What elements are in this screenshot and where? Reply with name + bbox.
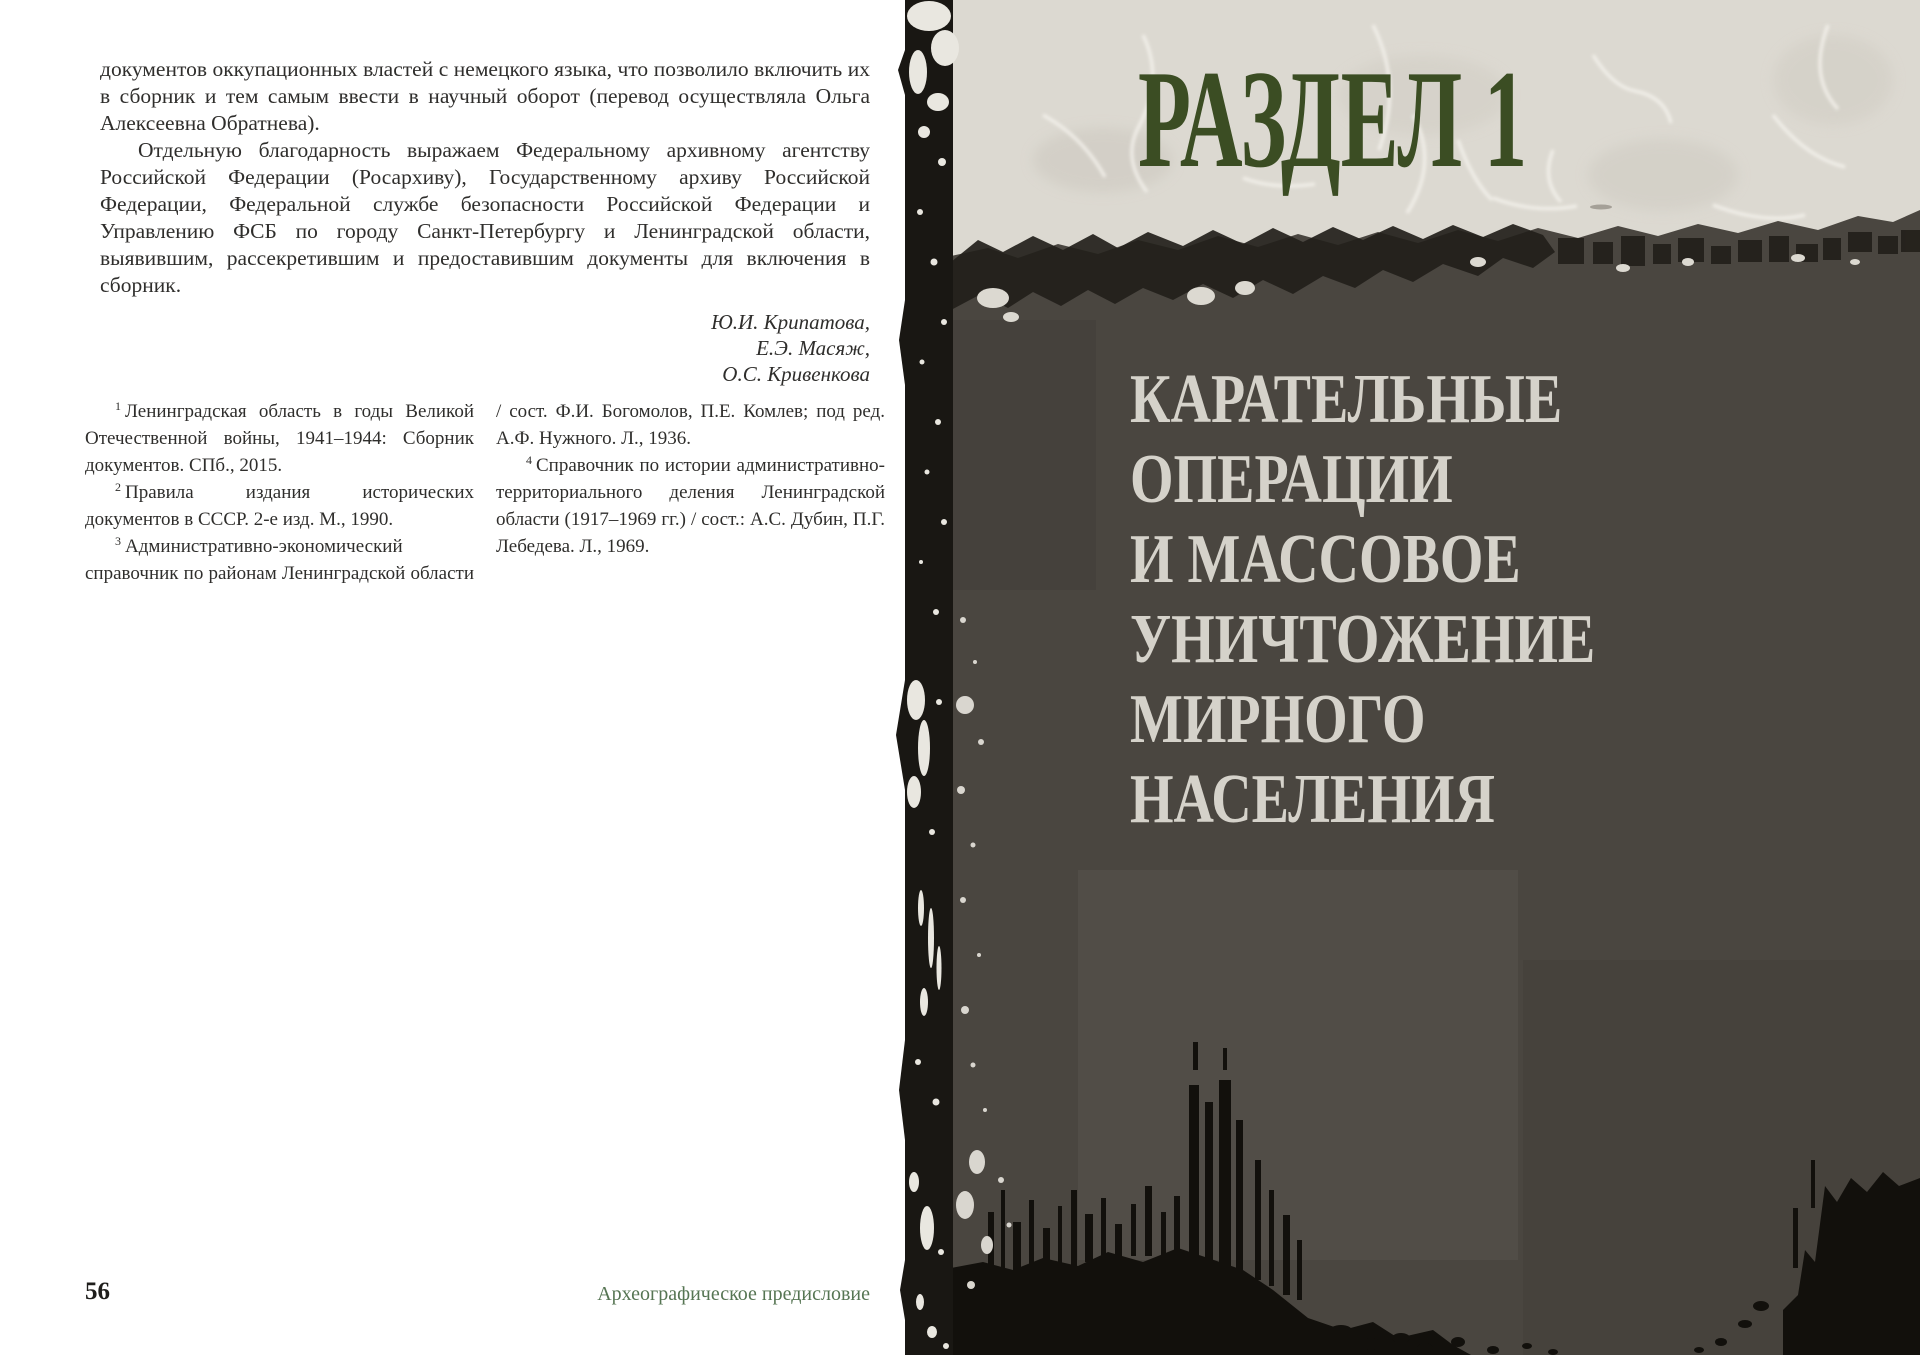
- footnote: [496, 452, 885, 560]
- signature-line: Е.Э. Масяж,: [756, 336, 870, 360]
- section-title-line: ОПЕРАЦИИ: [1130, 441, 1453, 518]
- left-page: [0, 0, 893, 1355]
- page-number: 56: [85, 1278, 110, 1305]
- section-title-line: МИРНОГО: [1130, 681, 1426, 758]
- paragraph: документов оккупационных властей с немецкого языка, что позволило включить их в сборник и тем самым ввести в научный оборот (перевод осуществляла Ольга Алексеевна Обратнева).: [100, 57, 870, 135]
- footnote-text: Административно-экономический справочник по районам Ленинградской области / сост. Ф.И. Богомолов, П.Е. Комлев; под ред. А.Ф. Нужного. Л., 1936.: [85, 401, 885, 584]
- signature-line: О.С. Кривенкова: [722, 362, 870, 386]
- footnote-text: Справочник по истории административно-территориального деления Ленинградской области (1917–1969 гг.) / сост.: А.С. Дубин, П.Г. Лебедева. Л., 1969.: [496, 455, 885, 557]
- paragraph: Отдельную благодарность выражаем Федеральному архивному агентству Российской Федерации (Росархиву), Государственному архиву Российской Федерации, Федеральной службе безопасности Российской Федерации и Управлению ФСБ по городу Санкт-Петербургу и Ленинградской области, выявившим, рассекретившим и предоставившим документы для включения в сборник.: [100, 138, 870, 297]
- footnote: [85, 398, 474, 479]
- footnote-number: 3: [115, 533, 121, 548]
- section-title: [1130, 360, 1595, 840]
- running-title: Археографическое предисловие: [597, 1283, 870, 1305]
- footnote-number: 2: [115, 479, 121, 494]
- footnote: [85, 479, 474, 533]
- section-title-line: КАРАТЕЛЬНЫЕ: [1130, 361, 1563, 438]
- footnotes-block: [85, 398, 885, 588]
- section-title-line: УНИЧТОЖЕНИЕ: [1130, 601, 1596, 678]
- section-title-line: И МАССОВОЕ: [1130, 521, 1521, 598]
- section-label: РАЗДЕЛ 1: [1138, 42, 1528, 197]
- footnote-number: 1: [115, 398, 121, 413]
- footnote-number: 4: [526, 452, 532, 467]
- section-title-line: НАСЕЛЕНИЯ: [1130, 761, 1495, 838]
- signature-block: [100, 309, 870, 387]
- main-text-block: [100, 56, 870, 387]
- right-page: [893, 0, 1920, 1355]
- signature-line: Ю.И. Крипатова,: [711, 310, 870, 334]
- footnote-text: Правила издания исторических документов в СССР. 2-е изд. М., 1990.: [85, 482, 474, 530]
- footnote-text: Ленинградская область в годы Великой Отечественной войны, 1941–1944: Сборник документов. СПб., 2015.: [85, 401, 474, 476]
